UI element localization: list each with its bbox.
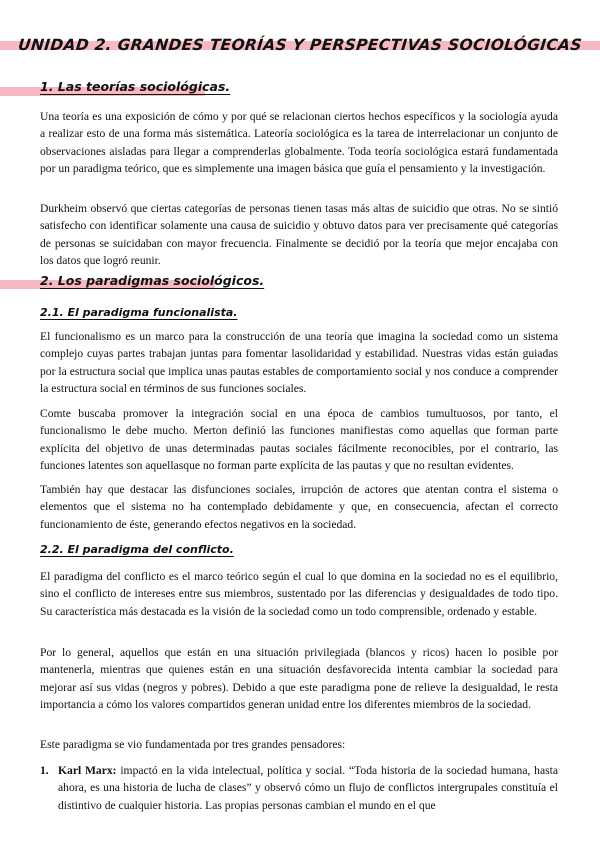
- section-1-paragraph-1: Una teoría es una exposición de cómo y por qué se relacionan ciertos hechos específicos y la sociología ayuda a realizar esto de una forma más sistemática. Lateoría sociológica es la tarea de interrelacionar un conjunto de observaciones aisladas para llegar a comprenderlas globalmente. Toda teoría sociológica estará fundamentada por un paradigma teórico, que es simplemente una imagen básica que guía el pensamiento y la investigación.: [40, 110, 558, 176]
- list-item-text: impactó en la vida intelectual, política y social. “Toda historia de la sociedad humana, hasta ahora, es una historia de lucha de clases” y observó cómo un flujo de conflictos intergrupales constituía el distintivo de cualquier historia. Las propias personas cambian el mundo en el que: [58, 764, 558, 812]
- section-1-heading: 1. Las teorías sociológicas.: [40, 79, 231, 94]
- list-item-name: Karl Marx:: [58, 764, 117, 777]
- subsection-2-2-paragraph-1: El paradigma del conflicto es el marco teórico según el cual lo que domina en la sociedad no es el equilibrio, sino el conflicto de intereses entre sus miembros, sustentado por las diferencias y desigualdades de todo tipo. Su característica más destacada es la visión de la sociedad como un todo comprensible, ordenado y estable.: [40, 570, 558, 618]
- subsection-2-2-paragraph-3: Este paradigma se vio fundamentada por tres grandes pensadores:: [40, 738, 346, 751]
- section-1-paragraph-2: Durkheim observó que ciertas categorías de personas tienen tasas más altas de suicidio que otras. No se sintió satisfecho con identificar solamente una causa de suicidio y obtuvo datos para ver precisamente qué categorías de personas se suicidaban con mayor frecuencia. Finalmente se decidió por la teoría que mejor encajaba con los datos que logró reunir.: [40, 202, 558, 268]
- list-item-number: 1.: [40, 764, 49, 777]
- subsection-2-1-heading: 2.1. El paradigma funcionalista.: [40, 306, 238, 319]
- subsection-2-2-heading: 2.2. El paradigma del conflicto.: [40, 543, 234, 556]
- subsection-2-1-paragraph-1: El funcionalismo es un marco para la construcción de una teoría que imagina la sociedad como un sistema complejo cuyas partes trabajan juntas para fomentar lasolidaridad y estabilidad. Nuestras vidas están guiadas por la estructura social que implica unas pautas estables de comportamiento social y nos conduce a comprender la estructura social en términos de sus funciones sociales.: [40, 330, 558, 396]
- subsection-2-2-paragraph-2: Por lo general, aquellos que están en una situación privilegiada (blancos y ricos) hacen lo posible por mantenerla, mientras que quienes están en una situación desfavorecida intenta cambiar la sociedad para mejorar así sus vidas (negros y pobres). Debido a que este paradigma pone de relieve la desigualdad, le resta importancia a cómo los valores compartidos generan unidad entre los diferentes miembros de la sociedad.: [40, 646, 558, 712]
- page-title: UNIDAD 2. GRANDES TEORÍAS Y PERSPECTIVAS SOCIOLÓGICAS: [17, 36, 583, 54]
- section-2-heading: 2. Los paradigmas sociológicos.: [40, 273, 265, 288]
- subsection-2-1-paragraph-3: También hay que destacar las disfunciones sociales, irrupción de actores que atentan contra el sistema o elementos que el sistema no ha contemplado debidamente y que, en consecuencia, afectan el correcto funcionamiento de éste, generando efectos negativos en la sociedad.: [40, 483, 558, 531]
- list-item: [40, 762, 558, 814]
- subsection-2-1-paragraph-2: Comte buscaba promover la integración social en una época de cambios tumultuosos, por tanto, el funcionalismo le debe mucho. Merton definió las funciones manifiestas como aquellas que forman parte explícita del objetivo de unas determinadas pautas sociales fácilmente reconocibles, por el contrario, las funciones latentes son aquellasque no forman parte explícita de las pautas y que no resultan evidentes.: [40, 407, 558, 473]
